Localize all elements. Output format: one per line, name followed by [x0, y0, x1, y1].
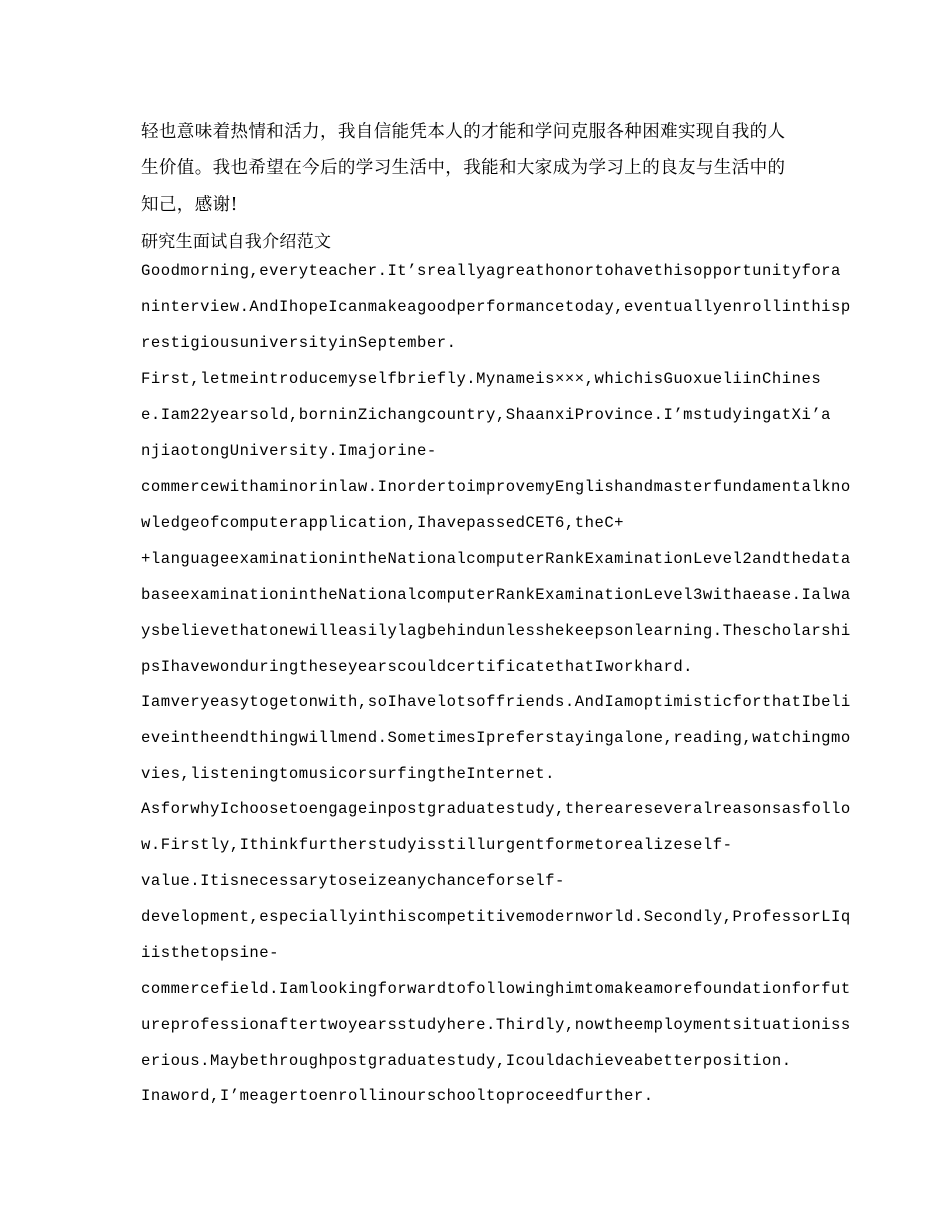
body-line: value.Itisnecessarytoseizeanychanceforself-: [141, 872, 565, 890]
body-line: vies,listeningtomusicorsurfingtheInternet.: [141, 765, 556, 783]
body-line: erious.Maybethroughpostgraduatestudy,Icouldachieveabetterposition.: [141, 1052, 792, 1070]
body-line: development,especiallyinthiscompetitivemodernworld.Secondly,ProfessorLIq: [141, 908, 851, 926]
body-line: e.Iam22yearsold,borninZichangcountry,ShaanxiProvince.I’mstudyingatXi’a: [141, 406, 832, 424]
body-line: eveintheendthingwillmend.SometimesIpreferstayingalone,reading,watchingmo: [141, 729, 851, 747]
body-line: iisthetopsine-: [141, 944, 280, 962]
intro-line: 轻也意味着热情和活力，我自信能凭本人的才能和学问克服各种困难实现自我的人: [141, 122, 786, 142]
body-line: w.Firstly,Ithinkfurtherstudyisstillurgentformetorealizeself-: [141, 836, 733, 854]
body-line: ninterview.AndIhopeIcanmakeagoodperformancetoday,eventuallyenrollinthisp: [141, 298, 851, 316]
body-line: +languageexaminationintheNationalcomputerRankExaminationLevel2andthedata: [141, 550, 851, 568]
intro-line: 知己，感谢!: [141, 195, 238, 215]
body-line: njiaotongUniversity.Imajorine-: [141, 442, 437, 460]
body-line: psIhavewonduringtheseyearscouldcertificatethatIworkhard.: [141, 658, 694, 676]
body-line: commercewithaminorinlaw.InordertoimprovemyEnglishandmasterfundamentalkno: [141, 478, 851, 496]
body-line: First,letmeintroducemyselfbriefly.Mynameis×××,whichisGuoxueliinChines: [141, 370, 822, 388]
body-line: commercefield.Iamlookingforwardtofollowinghimtomakeamorefoundationforfut: [141, 980, 851, 998]
body-line: restigiousuniversityinSeptember.: [141, 334, 457, 352]
body-line: baseexaminationintheNationalcomputerRankExaminationLevel3withaease.Ialwa: [141, 586, 851, 604]
body-line: Goodmorning,everyteacher.It’sreallyagreathonortohavethisopportunityfora: [141, 262, 841, 280]
intro-line: 生价值。我也希望在今后的学习生活中，我能和大家成为学习上的良友与生活中的: [141, 158, 786, 178]
body-line: Iamveryeasytogetonwith,soIhavelotsoffriends.AndIamoptimisticforthatIbeli: [141, 693, 851, 711]
body-line: wledgeofcomputerapplication,IhavepassedCET6,theC+: [141, 514, 625, 532]
body-line: Inaword,I’meagertoenrollinourschooltoproceedfurther.: [141, 1087, 654, 1105]
body-line: ureprofessionaftertwoyearsstudyhere.Thirdly,nowtheemploymentsituationiss: [141, 1016, 851, 1034]
section-heading: 研究生面试自我介绍范文: [141, 232, 332, 252]
body-line: ysbelievethatonewilleasilylagbehindunlesshekeepsonlearning.Thescholarshi: [141, 622, 851, 640]
body-line: AsforwhyIchoosetoengageinpostgraduatestudy,thereareseveralreasonsasfollo: [141, 800, 851, 818]
